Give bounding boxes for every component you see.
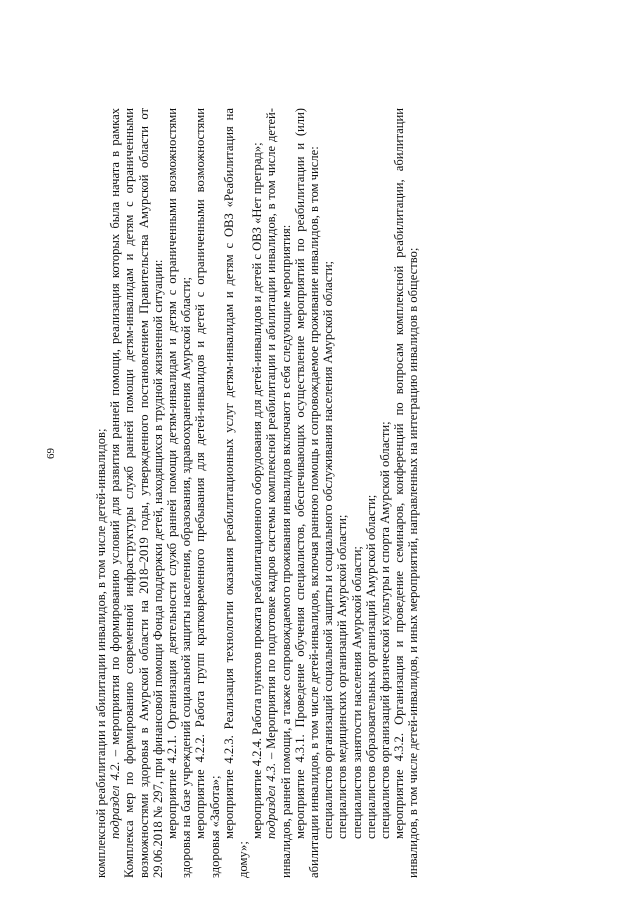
paragraph: мероприятие 4.3.1. Проведение обучения специалистов, обеспечивающих осуществление мероприятий по реабилитации и (или) абилитации инвалидов, в том числе детей-инвалидов, включая раннюю помощь и сопровождаемое проживание инвалидов, в том числе: — [292, 108, 322, 878]
section-label: подраздел 4.2. — [108, 761, 123, 839]
paragraph: комплексной реабилитации и абилитации инвалидов, в том числе детей-инвалидов; — [94, 428, 108, 878]
paragraph: мероприятие 4.2.2. Работа групп кратковременного пребывания для детей-инвалидов и детей с ограниченными возможностями здоровья «Забота»; — [193, 108, 222, 878]
paragraph: мероприятие 4.3.2. Организация и проведение семинаров, конференций по вопросам комплексной реабилитации, абилитации инвалидов, в том числе детей-инвалидов, и иных мероприятий, направленных на интеграцию инвалидов в общество; — [392, 108, 421, 878]
section-label: подраздел 4.3. — [264, 762, 279, 839]
list-item: специалистов медицинских организаций Амурской области; — [335, 514, 350, 839]
document-body — [94, 108, 421, 878]
paragraph: мероприятие 4.2.1. Организация деятельности служб ранней помощи детям-инвалидам и детям с ограниченными возможностями здоровья на базе учреждений социальной защиты населения, образования, здравоохранения Амурской области; — [165, 108, 194, 878]
list-item: специалистов организаций физической культуры и спорта Амурской области; — [378, 421, 393, 839]
paragraph — [108, 108, 165, 878]
paragraph: мероприятие 4.2.3. Реализация технологии оказания реабилитационных услуг детям-инвалидам и детям с ОВЗ «Реабилитация на дому»; — [221, 108, 251, 878]
paragraph-text: – Мероприятия по подготовке кадров системы комплексной реабилитации и абилитации инвалидов, в том числе детей-инвалидов, ранней помощи, а также сопровождаемого проживания инвалидов включают в себя следующие мероприятия: — [264, 108, 293, 878]
paragraph: мероприятие 4.2.4. Работа пунктов проката реабилитационного оборудования для детей-инвалидов и детей с ОВЗ «Нет преград»; — [250, 142, 265, 839]
list-item: специалистов занятости населения Амурской области; — [349, 546, 364, 839]
list-item: специалистов организаций социальной защиты и социального обслуживания населения Амурской области; — [321, 260, 336, 839]
paragraph — [264, 108, 292, 878]
page-number: 69 — [45, 448, 57, 459]
list-item: специалистов образовательных организаций Амурской области; — [363, 494, 378, 839]
paragraph-text: – мероприятия по формированию условий для развития ранней помощи, реализация которых была начата в рамках Комплекса мер по формированию современной инфраструктуры служб ранней помощи детям-инвалидам и детям с ограниченными возможностями здоровья в Амурской области на 2018–2019 годы, утвержденного постановлением Правительства Амурской области от 29.06.2018 № 297, при финансовой помощи Фонда поддержки детей, находящихся в трудной жизненной ситуации: — [108, 108, 165, 878]
